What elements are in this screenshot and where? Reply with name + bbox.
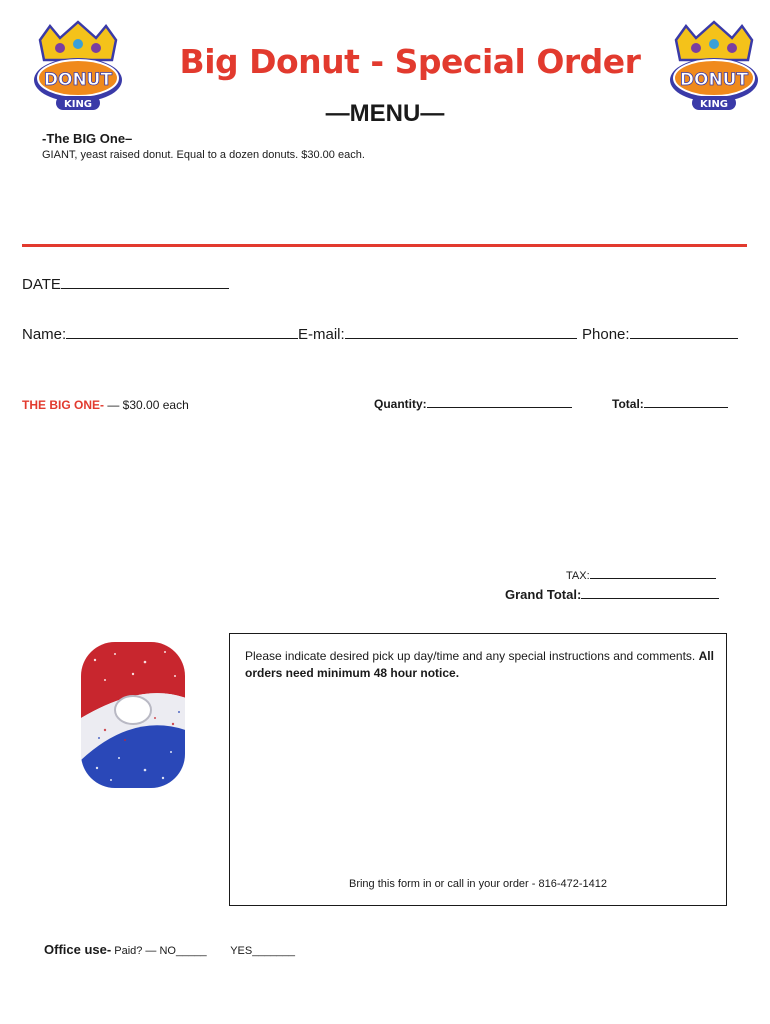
date-field[interactable] [22,276,229,293]
office-use-label: Office use- [44,942,112,957]
donut-photo [75,640,191,790]
donut-king-logo-left [28,18,128,116]
phone-line[interactable] [630,326,738,339]
name-line[interactable] [66,326,298,339]
office-paid-yes[interactable]: YES_______ [230,945,296,957]
grand-total-label: Grand Total: [505,587,582,602]
email-line[interactable] [345,326,577,339]
special-instructions-text [245,648,715,682]
menu-heading: —MENU— [325,100,445,127]
logo-subword: KING [699,99,729,110]
contact-text: Bring this form in or call in your order - 816-472-1412 [348,878,607,890]
email-field[interactable] [298,326,577,343]
office-use [44,942,295,957]
menu-item-description: GIANT, yeast raised donut. Equal to a dozen donuts. $30.00 each. [42,149,365,161]
grand-total-line[interactable] [581,588,719,599]
donut-king-logo-right [664,18,764,116]
total-field[interactable] [612,397,728,411]
email-label: E-mail: [298,326,345,343]
instructions-prompt: Please indicate desired pick up day/time and any special instructions and comments. [245,649,699,663]
name-field[interactable] [22,326,298,343]
notice-text: All orders need minimum 48 hour notice. [245,649,714,680]
phone-label: Phone: [582,326,630,343]
name-label: Name: [22,326,67,343]
quantity-line[interactable] [427,397,572,408]
order-item [22,398,189,412]
logo-subword: KING [63,99,93,110]
date-line[interactable] [61,276,229,289]
quantity-label: Quantity: [374,397,427,411]
tax-line[interactable] [590,568,716,579]
tax-label: TAX: [566,570,590,582]
order-item-name: THE BIG ONE- [22,398,105,412]
page-title: Big Donut - Special Order [179,42,641,81]
office-paid-no[interactable]: Paid? — NO_____ [111,945,207,957]
quantity-field[interactable] [374,397,572,411]
order-item-price: — $30.00 each [104,398,189,412]
grand-total-field[interactable] [505,587,719,602]
total-line[interactable] [644,397,728,408]
menu-item-title: -The BIG One– [42,131,133,146]
section-divider [22,244,747,247]
tax-field[interactable] [566,568,716,582]
total-label: Total: [612,397,644,411]
logo-wordmark: DONUT [679,70,749,90]
phone-field[interactable] [582,326,738,343]
logo-wordmark: DONUT [43,70,113,90]
date-label: DATE [22,276,61,293]
